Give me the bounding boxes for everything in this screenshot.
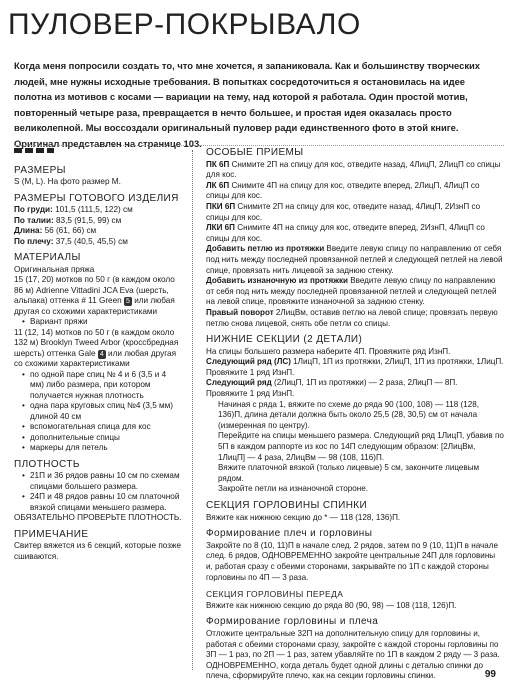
gauge-list [14,471,182,513]
note-text: Свитер вяжется из 6 секций, которые позже сшиваются. [14,541,182,561]
lower-text: Перейдите на спицы меньшего размера. Следующий ряд 1ЛицП, убавив по 5П в каждом раппорте из кос по 14П следующим образом: [2ЛицВм, 1ЛицП] — 4 раза, 2ЛицВм — 98 (108, 116)П. [218,431,504,462]
length-row [14,226,182,237]
shaping-heading: Формирование плеч и горловины [206,528,373,540]
original-yarn-label: Оригинальная пряжа [14,264,95,274]
page-title: ПУЛОВЕР-ПОКРЫВАЛО [8,8,361,41]
special-text: 2ЛицВм, оставив петлю на левой спице; провязать первую петлю снова лицевой, снять обе петли со спицы. [206,307,498,328]
special-text: Введите левую спицу по направлению от себя под нить между последней провязанной петлей и следующей петлей на левой спице, провязать нить лицевой за заднюю стенку. [206,244,503,275]
front-neck-text: Вяжите как нижнюю секцию до ряда 80 (90, 98) — 108 (118, 126)П. [206,600,457,610]
waist-label: По талии: [14,215,54,225]
special-label: ПК 6П [206,159,230,169]
special-label: Добавить петлю из протяжки [206,244,325,254]
next-row-text: 1ЛицП, 1П из протяжки, 2ЛицП, 1П из протяжки, 1ЛицП. [293,357,504,367]
lower-sections-heading: НИЖНИЕ СЕКЦИИ (2 ДЕТАЛИ) [206,334,363,346]
left-column [14,148,182,562]
shoulder-label: По плечу: [14,236,54,246]
waist-value: 83,5 (91,5, 99) см [56,215,122,225]
page-number: 99 [484,669,496,680]
next-row-label: Следующий ряд (ЛС) [206,357,291,367]
yarn-weight-badge: 4 [99,350,104,358]
tool-item: • дополнительные спицы [24,433,182,444]
special-text: Снимите 4П на спицу для кос, отведите вперед, 2ИзнП, 4ЛицП со спицы для кос. [206,223,485,243]
yarn1-desc: 15 (17, 20) мотков по 50 г (в каждом около 86 м) Adrienne Vittadini JCA Eva (шерсть, альпака) оттенка # 11 Green [14,275,175,305]
lower-text: На спицы большего размера наберите 4П. Провяжите ряд ИзнП. [206,346,451,356]
length-label: Длина: [14,226,43,235]
variant-list [14,317,182,328]
lower-text: Начиная с ряда 1, вяжите по схеме до ряда 90 (100, 108) — 118 (128, 136)П, длина детали должна быть около 25,5 (28, 30,5) см от начала (измеренная по центру). [218,399,479,430]
special-item [206,244,504,276]
special-text: Снимите 2П на спицу для кос, отведите назад, 4ЛицП, 2ЛицП со спицы для кос. [206,159,501,180]
tool-item: • вспомогательная спица для кос [24,422,182,433]
column-divider [192,150,193,670]
sizes-text: S (M, L). На фото размер M. [14,177,121,186]
special-label: Правый поворот [206,307,274,317]
tool-item: • по одной паре спиц № 4 и 6 (3,5 и 4 мм) либо размера, при котором получается нужная плотность [24,370,182,402]
special-text: Снимите 2П на спицу для кос, отведите назад, 4ЛицП, 2ИзнП со спицы для кос. [206,201,481,222]
gauge-item: • 21П и 36 рядов равны 10 см по схемам спицами большего размера. [24,471,182,492]
tool-item: • одна пара круговых спиц №4 (3,5 мм) длиной 40 см [24,401,182,422]
shoulder-value: 37,5 (40,5, 45,5) см [55,236,128,246]
top-divider [14,145,504,146]
length-value: 56 (61, 66) см [44,226,97,235]
special-item [206,276,504,308]
neck-shaping-heading: Формирование горловины и плеча [206,616,379,628]
waist-row [14,216,182,227]
special-label: ЛКИ 6П [206,223,236,233]
neck-shaping-text: Отложите центральные 32П на дополнительную спицу для горловины и, работая с обеими сторонами сразу, закройте с каждой стороны горловины по 3П — 1 раз, по 2П — 1 раз, затем убавляйте по 1П в каждом 2 ряду — 3 раза. ОДНОВРЕМЕННО, когда деталь будет одной длины с деталью спинки до плеча, сформируйте плечо, как на секции горловины спинки. [206,628,500,681]
yarn2-desc: 11 (12, 14) мотков по 50 г (в каждом около 132 м) Brooklyn Tweed Arbor (кросcбредная шерсть) оттенка Gale [14,327,179,358]
variant-heading: • Вариант пряжи [24,317,182,328]
special-heading: ОСОБЫЕ ПРИЕМЫ [206,147,304,158]
special-item [206,223,504,244]
next-row-label: Следующий ряд [206,378,272,388]
yarn1-text [14,275,182,317]
special-item [206,202,504,223]
special-item [206,181,504,202]
special-text: Снимите 4П на спицу для кос, отведите вперед, 2ЛицП, 4ЛицП со спицы для кос. [206,180,480,201]
yarn2-text [14,328,182,370]
next-row-text: (2ЛицП, 1П из протяжки) — 2 раза, 2ЛицП — 8П. [274,378,458,388]
lower-next-row [206,378,504,389]
tools-list [14,370,182,454]
note-heading: ПРИМЕЧАНИЕ [14,528,89,540]
finished-sizes-heading: РАЗМЕРЫ ГОТОВОГО ИЗДЕЛИЯ [14,192,179,204]
yarn1-tail: или любая другая со схожими характеристиками [14,296,175,316]
chest-label: По груди: [14,205,53,214]
shaping-text: Закройте по 8 (10, 11)П в начале след. 2 рядов, затем по 9 (10, 11)П в начале след. 6 рядов, ОДНОВРЕМЕННО закройте центральные 24П для горловины и, работая сразу с обеими сторонами, закрывайте по 1П с каждой стороны горловины по 4П — 3 раза. [206,540,498,582]
special-label: ПКИ 6П [206,201,236,211]
yarn2-tail: или любая другая со схожими характеристиками [14,348,177,368]
special-item [206,160,504,181]
gauge-heading: ПЛОТНОСТЬ [14,458,80,470]
lower-text: Провяжите 1 ряд ИзнП. [206,389,295,399]
back-neck-text: Вяжите как нижнюю секцию до * — 118 (128, 136)П. [206,512,401,522]
shoulder-row [14,237,182,248]
lower-next-row [206,357,504,368]
chest-value: 101,5 (111,5, 122) см [55,205,133,214]
gauge-item: • 24П и 48 рядов равны 10 см платочной вязкой спицами меньшего размера. [24,492,182,513]
section-marker-icon [14,148,54,153]
gauge-check: ОБЯЗАТЕЛЬНО ПРОВЕРЬТЕ ПЛОТНОСТЬ. [14,513,182,522]
lower-text: Вяжите платочной вязкой (только лицевые) 5 см, закончите лицевым рядом. [218,463,480,483]
special-label: Добавить изнаночную из протяжки [206,276,348,286]
intro-paragraph: Когда меня попросили создать то, что мне хочется, я запаниковала. Как и большинству творческих людей, мне нужны исходные требования. В попытках сосредоточиться я остановилась на идее полотна из мотивов с косами — вариации на тему, над которой я работала. Один простой мотив, повторенный четыре раза, превращается в нечто большее, и простая идея оказалась просто великолепной. Мы воссоздали оригинальный пуловер ради единственного фото в этой книге. Оригинал представлен на странице 103. [14,60,480,149]
lower-text: Закройте петли на изнаночной стороне. [218,484,369,494]
special-item [206,308,504,329]
lower-text: Провяжите 1 ряд ИзнП. [206,367,295,377]
special-text: Введите левую спицу по направлению от себя под нить между последней провязанной петлей и следующей петлей на левой спице, провяжите изнаночной за заднюю стенку. [206,276,497,307]
yarn-weight-badge: 5 [126,298,130,305]
tool-item: • маркеры для петель [24,443,182,454]
back-neck-heading: СЕКЦИЯ ГОРЛОВИНЫ СПИНКИ [206,500,368,511]
materials-heading: МАТЕРИАЛЫ [14,252,81,263]
chest-row [14,205,182,216]
sizes-heading: РАЗМЕРЫ [14,164,66,176]
special-label: ЛК 6П [206,180,230,190]
front-neck-heading: СЕКЦИЯ ГОРЛОВИНЫ ПЕРЕДА [206,589,344,600]
right-column [206,148,504,682]
